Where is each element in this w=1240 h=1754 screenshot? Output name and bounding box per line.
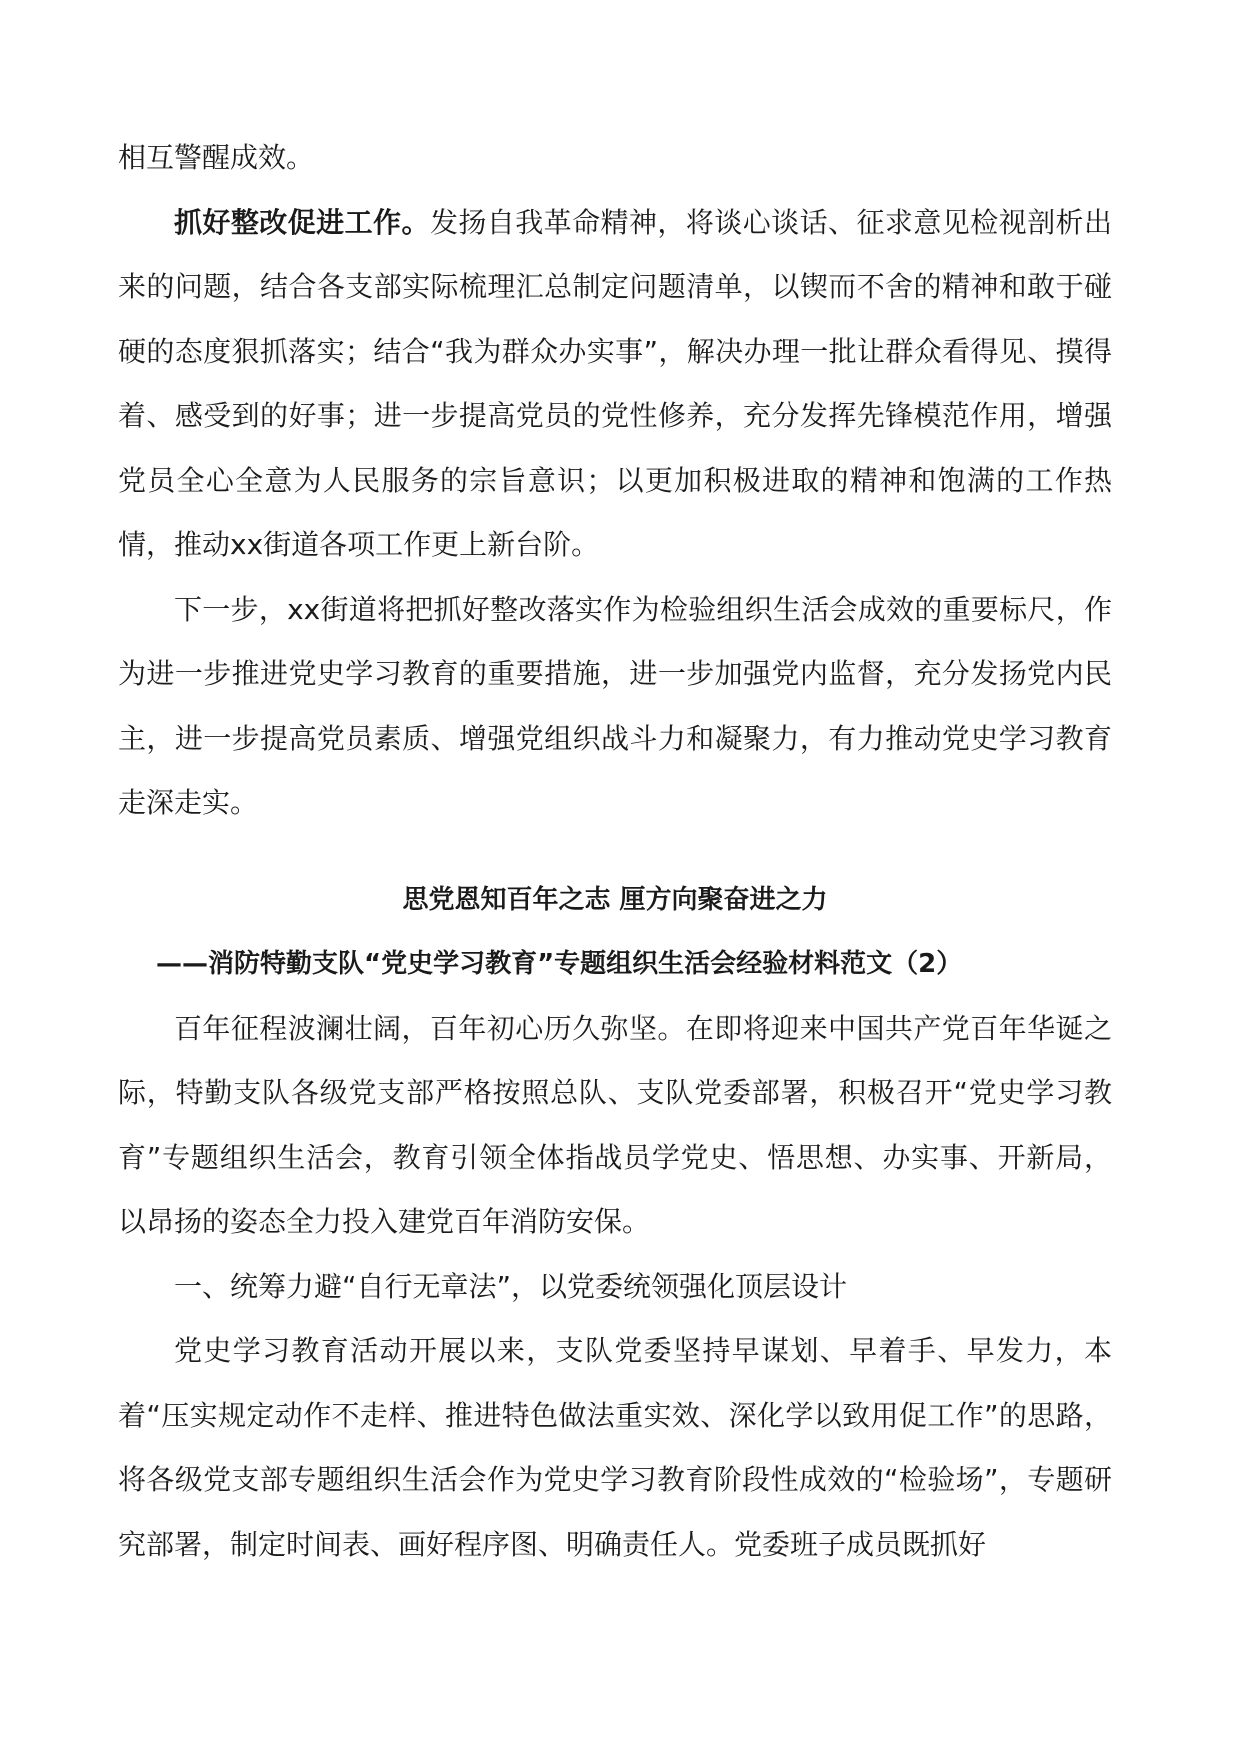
article-title: 思党恩知百年之志 厘方向聚奋进之力 xyxy=(402,884,828,915)
article-subtitle: ——消防特勤支队“党史学习教育”专题组织生活会经验材料范文（2） xyxy=(156,949,963,979)
paragraph-lead-bold: 抓好整改促进工作。 xyxy=(174,205,430,239)
paragraph-continuation: 相互警醒成效。 xyxy=(118,141,315,174)
paragraph-body: 发扬自我革命精神，将谈心谈话、征求意见检视剖析出来的问题，结合各支部实际梳理汇总制定问题清单，以锲而不舍的精神和敢于碰硬的态度狠抓落实；结合“我为群众办实事”，解决办理一批让群众看得见、摸得着、感受到的好事；进一步提高党员的党性修养，充分发挥先锋模范作用，增强党员全心全意为人民服务的宗旨意识；以更加积极进取的精神和饱满的工作热情，推动xx街道各项工作更上新台阶。 xyxy=(118,205,1112,561)
document-body xyxy=(118,126,1112,1577)
section-heading-1: 一、统筹力避“自行无章法”，以党委统领强化顶层设计 xyxy=(174,1269,848,1303)
paragraph-rectification xyxy=(118,191,1112,578)
paragraph-intro: 百年征程波澜壮阔，百年初心历久弥坚。在即将迎来中国共产党百年华诞之际，特勤支队各级党支部严格按照总队、支队党委部署，积极召开“党史学习教育”专题组织生活会，教育引领全体指战员学党史、悟思想、办实事、开新局，以昂扬的姿态全力投入建党百年消防安保。 xyxy=(118,1011,1112,1238)
paragraph-next-step: 下一步，xx街道将把抓好整改落实作为检验组织生活会成效的重要标尺，作为进一步推进党史学习教育的重要措施，进一步加强党内监督，充分发扬党内民主，进一步提高党员素质、增强党组织战斗力和凝聚力，有力推动党史学习教育走深走实。 xyxy=(118,592,1112,819)
paragraph-section-1: 党史学习教育活动开展以来，支队党委坚持早谋划、早着手、早发力，本着“压实规定动作不走样、推进特色做法重实效、深化学以致用促工作”的思路，将各级党支部专题组织生活会作为党史学习教育阶段性成效的“检验场”，专题研究部署，制定时间表、画好程序图、明确责任人。党委班子成员既抓好 xyxy=(118,1334,1112,1561)
